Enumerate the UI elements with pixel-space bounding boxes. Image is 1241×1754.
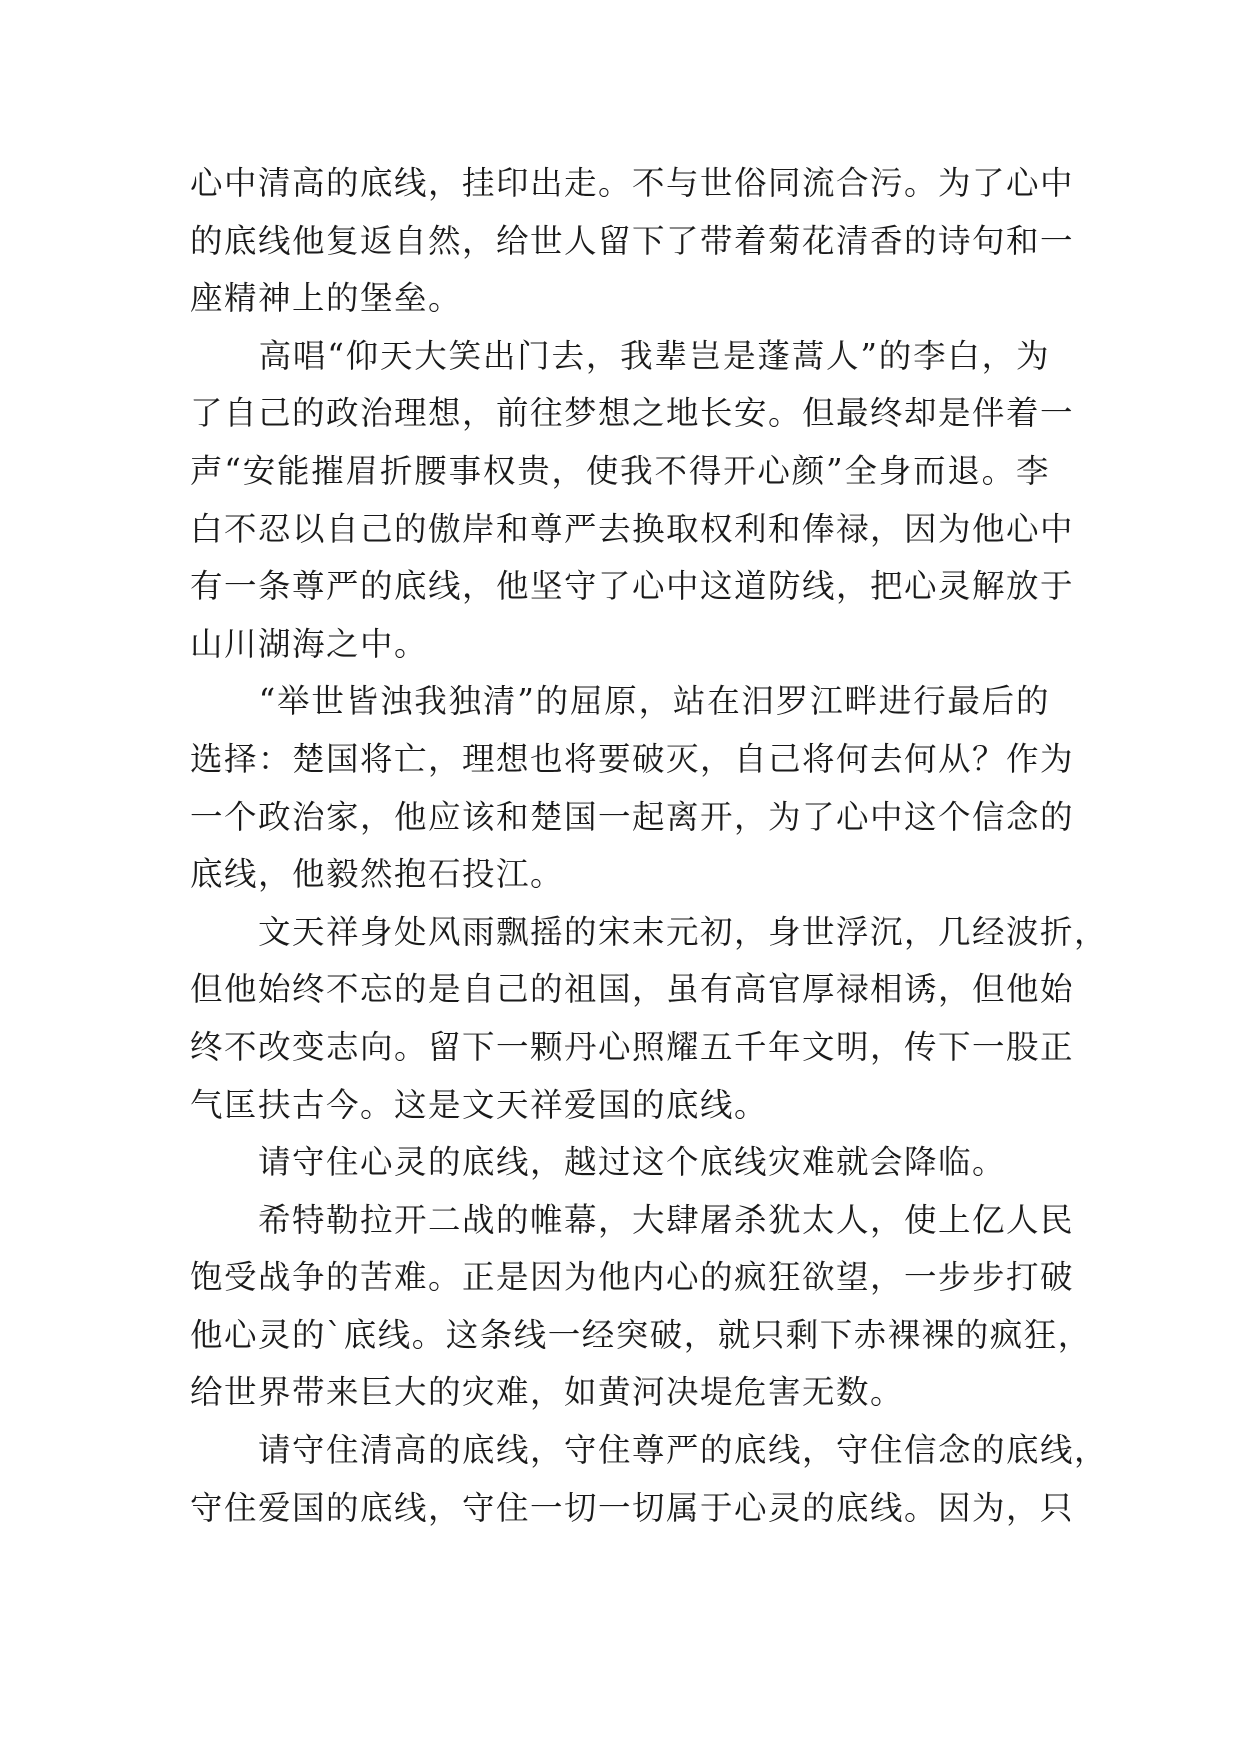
text-line: 一个政治家，他应该和楚国一起离开，为了心中这个信念的	[190, 797, 1075, 836]
text-line: 山川湖海之中。	[190, 624, 429, 663]
text-line: 但他始终不忘的是自己的祖国，虽有高官厚禄相诱，但他始	[190, 970, 1075, 1009]
text-line: 高唱“仰天大笑出门去，我辈岂是蓬蒿人”的李白，为	[190, 336, 1050, 375]
text-line: 底线，他毅然抱石投江。	[190, 855, 565, 894]
text-line: 饱受战争的苦难。正是因为他内心的疯狂欲望，一步步打破	[190, 1258, 1075, 1297]
text-line: 气匡扶古今。这是文天祥爱国的底线。	[190, 1085, 769, 1124]
text-line: 座精神上的堡垒。	[190, 279, 463, 318]
text-line: “举世皆浊我独清”的屈原，站在汨罗江畔进行最后的	[190, 682, 1050, 721]
text-line: 他心灵的`底线。这条线一经突破，就只剩下赤裸裸的疯狂，	[190, 1315, 1092, 1354]
text-line: 声“安能摧眉折腰事权贵，使我不得开心颜”全身而退。李	[190, 451, 1050, 490]
text-line: 的底线他复返自然，给世人留下了带着菊花清香的诗句和一	[190, 221, 1075, 260]
text-line: 心中清高的底线，挂印出走。不与世俗同流合污。为了心中	[190, 164, 1075, 202]
text-line: 希特勒拉开二战的帷幕，大肆屠杀犹太人，使上亿人民	[190, 1200, 1075, 1239]
text-line: 白不忍以自己的傲岸和尊严去换取权利和俸禄，因为他心中	[190, 509, 1075, 548]
document-body	[190, 155, 1109, 1537]
text-line: 了自己的政治理想，前往梦想之地长安。但最终却是伴着一	[190, 394, 1075, 433]
text-line: 有一条尊严的底线，他坚守了心中这道防线，把心灵解放于	[190, 567, 1075, 606]
text-line: 请守住清高的底线，守住尊严的底线，守住信念的底线，	[190, 1431, 1109, 1470]
text-line: 给世界带来巨大的灾难，如黄河决堤危害无数。	[190, 1373, 905, 1412]
text-line: 选择：楚国将亡，理想也将要破灭，自己将何去何从？作为	[190, 739, 1075, 778]
text-line: 文天祥身处风雨飘摇的宋末元初，身世浮沉，几经波折，	[190, 912, 1109, 951]
text-line: 终不改变志向。留下一颗丹心照耀五千年文明，传下一股正	[190, 1027, 1075, 1066]
text-line: 请守住心灵的底线，越过这个底线灾难就会降临。	[190, 1143, 1007, 1182]
text-line: 守住爱国的底线，守住一切一切属于心灵的底线。因为，只	[190, 1488, 1075, 1527]
